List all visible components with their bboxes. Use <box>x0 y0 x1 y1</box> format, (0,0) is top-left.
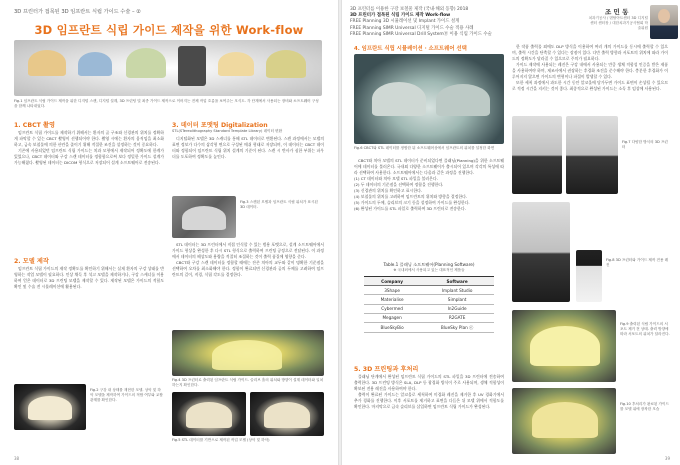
section-5-body <box>354 374 504 456</box>
section-3-body-cont <box>172 242 324 326</box>
fig8-image-resin <box>576 250 602 302</box>
fig2-image <box>14 384 86 430</box>
article-title: 3D 임프란트 식립 가이드 제작을 위한 Work-flow <box>34 23 304 37</box>
series-item: FREE Planning SIMR Universal 디지털 가이드 수술 적용 사례 <box>350 25 474 31</box>
section-3-paragraph: STL 데이터는 3D 프린터에서 직접 인식할 수 있는 범용 포맷으로, 설계 소프트웨어에서 가이드 형상을 완성한 후 다시 STL 형식으로 출력하여 프린팅 공정으로 전달된다. 이 과정에서 데이터의 해상도와 용량을 적절히 조절하는 것이 출력 품질에 영향을 준다. <box>172 242 324 259</box>
series-item: FREE Planning SIMR Universal Drill SystemⓇ 이용 식립 가이드 수술 <box>350 31 492 37</box>
fig3-caption: Fig.3 스캔된 모델과 임프란트 식립 위치가 표시된 3D 데이터. <box>240 200 318 209</box>
section-5-paragraph: 출력이 완료된 가이드는 알코올로 세척하여 미경화 레진을 제거한 후 UV 경화기에서 추가 경화를 진행한다. 이후 서포트를 제거하고 표면을 다듬은 뒤 모델 위에서 적합도를 확인한다. 마지막으로 금속 슬리브를 삽입하면 임프란트 식립 가이드가 완성된다. <box>354 392 504 410</box>
fig10-caption: Fig.10 후처리가 완료된 가이드를 모델 위에 장착한 모습 <box>620 402 669 411</box>
fig1-caption: Fig.1 임프란트 식립 가이드 제작을 위한 디지털 스캔, 디지털 설계, 3D 프린팅 및 최종 가이드 제작으로 이어지는 전체 작업 흐름을 보여주는 모식도. 각 단계에서 사용되는 장비와 소프트웨어 구성을 함께 나타내었다. <box>14 99 319 108</box>
section-3-subtitle: STL(STereolithography Standard Template Library) 데이터 변환 <box>172 129 283 133</box>
fig8-caption: Fig.8 3D 프린터와 가이드 제작 전용 레진 <box>606 258 669 267</box>
series-item: 3D 프린터가 접목된 식립 가이드 제작 Work-flow <box>350 13 451 19</box>
column-2-paragraph: 또한 세척 과정에서 과도한 시간 동안 알코올에 담가두면 가이드 표면이 손상될 수 있으므로 적정 시간을 지키는 것이 좋다. 최종적으로 완성된 가이드는 소독 후 임상에 사용된다. <box>512 80 668 92</box>
table-cell: Simplant <box>420 295 494 304</box>
fig9-caption: Fig.9 출력된 식립 가이드의 서포트 제거 전 상태. 출력 방향에 따라 서포트의 위치가 달라진다. <box>620 322 670 336</box>
section-3-paragraph: CBCT와 구강 스캔 데이터를 정합할 때에는 잔존 치아의 교두와 같이 명확한 기준점을 선택하여 오차를 최소화해야 한다. 정합이 완료되면 신경관과 골의 두께를 고려하여 임프란트의 길이, 직경, 식립 각도를 결정한다. <box>172 260 324 278</box>
column-2-paragraph: 한 작품 출력물 외에도 DLP 방식을 이용하여 여러 개의 가이드를 동시에 출력할 수 있으며, 출력 시간을 단축할 수 있다는 장점이 있다. 다만 출력 방향과 서포트의 위치에 따라 가이드의 정확도가 달라질 수 있으므로 주의가 필요하다. <box>512 44 668 61</box>
fig4-image <box>172 330 324 376</box>
running-head: 3D 프린터가 접목된 3D 임프란트 식립 가이드 수술 – ② <box>14 9 141 15</box>
section-4-body <box>354 158 504 258</box>
author-photo <box>650 5 678 39</box>
step-item: (3) 신경관의 위치를 확인하고 표시한다. <box>354 188 423 194</box>
step-item: (1) CT 데이터와 치아 모델 STL 파일을 불러온다. <box>354 176 438 182</box>
section-1-paragraph: 임프란트 식립 가이드를 제작하기 위해서는 환자의 골 구조와 신경관의 위치를 정확하게 파악할 수 있는 CBCT 촬영이 선행되어야 한다. 촬영 시에는 환자의 움직임을 최소화하고, 금속 보철물에 의한 산란을 줄이기 위해 적절한 조건을 설정하는 것이 중요하다. <box>14 130 164 147</box>
table-row <box>364 313 494 322</box>
table-row <box>364 295 494 304</box>
table-cell: In2Guide <box>420 304 494 313</box>
author-affiliation: 치과기공사 / 덴탈아트센터 3D 디지털센터 센터장 / 대한치과기공사협회 학술위원 <box>588 16 648 30</box>
fig2-caption: Fig.2 구강 내 상태를 재현한 모델. 상악 및 하악 모델을 제작하여 가이드의 적합 여부와 교합 관계를 확인한다. <box>90 388 163 402</box>
section-2-body <box>14 266 164 378</box>
fig7-image-b <box>566 116 618 194</box>
column-2-paragraph: 가이드 제작에 사용되는 레진은 구강 내에서 사용되는 만큼 생체 적합성 인증을 받은 제품을 사용하여야 하며, 제조사에서 권장하는 후경화 조건을 준수해야 한다. 충분한 후경화가 이루어지지 않으면 가이드의 변형이나 파절이 발생할 수 있다. <box>512 62 668 80</box>
section-2-paragraph: 임프란트 식립 가이드의 제작 정확도를 확인하기 위해서는 실제 환자의 구강 상태를 반영하는 작업 모델이 필요하다. 인상 채득 후 석고 모델을 제작하거나, 구강 스캐너를 이용하여 얻은 데이터로 3D 프린팅 모델을 제작할 수 있다. 제작된 모델은 가이드의 적합도 확인 및 수술 전 시뮬레이션에 활용된다. <box>14 266 164 289</box>
table-subtitle: ※ 국내외에서 사용되고 있는 대표적인 제품들 <box>393 268 465 272</box>
workflow-figure <box>14 40 322 96</box>
fig5-image-upper <box>172 392 246 436</box>
series-list <box>350 7 492 38</box>
step-item: (5) 가이드의 두께, 슬리브의 크기 등을 설정하여 가이드를 완성한다. <box>354 199 470 205</box>
table-cell: BlueSky Plan ⓔ <box>420 322 494 332</box>
section-3-body <box>172 136 324 194</box>
table-cell: Implant Studio <box>420 286 494 295</box>
series-item: 3D 프린터를 이용한 구강 보철물 제작 (국내·해외 동향) 2018 <box>350 7 469 12</box>
fig3-image <box>172 196 236 238</box>
author-name: 조 민 동 <box>605 8 629 16</box>
table-row <box>364 322 494 332</box>
right-page <box>342 0 680 465</box>
table-title: Table.1 플래닝 소프트웨어(Planning Software) <box>383 262 475 267</box>
software-table <box>364 276 494 333</box>
fig8-image-printer <box>512 202 570 302</box>
table-cell: R2GATE <box>420 313 494 322</box>
section-1-body <box>14 130 164 250</box>
section-2-title: 2. 모델 제작 <box>14 258 49 265</box>
fig4-caption: Fig.4 3D 프린터로 출력된 임프란트 식립 가이드. 슬리브 홀의 위치와 방향이 설계 데이터와 일치하는지 확인한다. <box>172 378 324 387</box>
left-page <box>0 0 338 465</box>
table-row <box>364 286 494 295</box>
table-header-cell: Software <box>420 277 494 286</box>
table-row <box>364 304 494 313</box>
section-1-title: 1. CBCT 촬영 <box>14 122 55 129</box>
fig6-caption: Fig.6 CBCT와 STL 데이터를 정합한 뒤 소프트웨어상에서 임프란트의 위치를 설정한 화면 <box>354 146 495 150</box>
section-1-paragraph: 기존에 사용되었던 임프란트 식립 가이드는 치과 모형에서 제작되어 정확도에 한계가 있었으나, CBCT 데이터와 구강 스캔 데이터를 정합함으로써 보다 정밀한 가이드 설계가 가능해졌다. 촬영된 데이터는 DICOM 형식으로 저장되어 설계 소프트웨어로 전송된다. <box>14 148 164 166</box>
table-header-cell: Company <box>364 277 420 286</box>
fig9-image <box>512 310 616 382</box>
table-cell: Materialise <box>364 295 420 304</box>
fig5-caption: Fig.5 STL 데이터를 기반으로 제작된 작업 모델 (상악 및 하악) <box>172 438 270 442</box>
step-item: (2) 두 데이터의 기준점을 선택하여 정합을 진행한다. <box>354 182 444 188</box>
table-cell: Megagen <box>364 313 420 322</box>
fig6-image <box>354 54 504 144</box>
column-2-body <box>512 44 668 112</box>
fig7-image-a <box>512 116 562 194</box>
page-number: 38 <box>14 456 20 461</box>
fig7-caption: Fig.7 다양한 방식의 3D 프린터 <box>622 140 668 149</box>
page-number: 39 <box>664 456 670 461</box>
section-5-paragraph: 플래닝 단계에서 완성된 임프란트 식립 가이드의 STL 파일을 3D 프린터에 전송하여 출력한다. 3D 프린팅 방식은 SLA, DLP 등 광경화 방식이 주로 사용되며, 생체 적합성이 확보된 전용 레진을 사용하여야 한다. <box>354 374 504 391</box>
table-cell: BlueSkyBio <box>364 322 420 332</box>
step-item: (4) 보철물의 위치를 고려하여 임프란트의 위치와 방향을 결정한다. <box>354 193 468 199</box>
step-item: (6) 완성된 가이드를 STL 파일로 출력하여 3D 프린터로 전송한다. <box>354 205 466 211</box>
table-cell: 3Shape <box>364 286 420 295</box>
section-3-title: 3. 데이터 포맷팅 Digitalization <box>172 122 268 129</box>
series-header <box>350 5 672 39</box>
section-4-title: 4. 임프란트 식립 시뮬레이션 · 소프트웨어 선택 <box>354 46 467 52</box>
section-5-title: 5. 3D 프린팅과 후처리 <box>354 366 419 373</box>
fig5-image-lower <box>250 392 324 436</box>
series-item: FREE Planning 3D 시뮬레이션 및 Implant 가이드 설계 <box>350 19 460 25</box>
table-header-row <box>364 277 494 286</box>
fig10-image <box>512 388 616 454</box>
table-cell: Cybermed <box>364 304 420 313</box>
section-4-paragraph: CBCT와 치아 모델의 STL 데이터가 준비되었다면 플래닝(Planning)을 위한 소프트웨어에 데이터를 불러온다. 국내외 다양한 소프트웨어가 출시되어 있으며 각각의 특성에 따라 선택하여 사용한다. 소프트웨어에서는 다음과 같은 과정을 진행한다. <box>354 158 504 175</box>
section-3-paragraph: 디지털화된 모델은 3D 스캐너를 통해 STL 데이터로 변환된다. 스캔 과정에서는 모델의 표면 정보가 다수의 삼각형 면으로 구성된 메쉬 형태로 저장되며, 이 데이터는 CBCT 데이터와 정합되어 임프란트 식립 위치 설계의 기준이 된다. 스캔 시 반사가 심한 부위는 파우더를 도포하여 정확도를 높인다. <box>172 136 324 159</box>
